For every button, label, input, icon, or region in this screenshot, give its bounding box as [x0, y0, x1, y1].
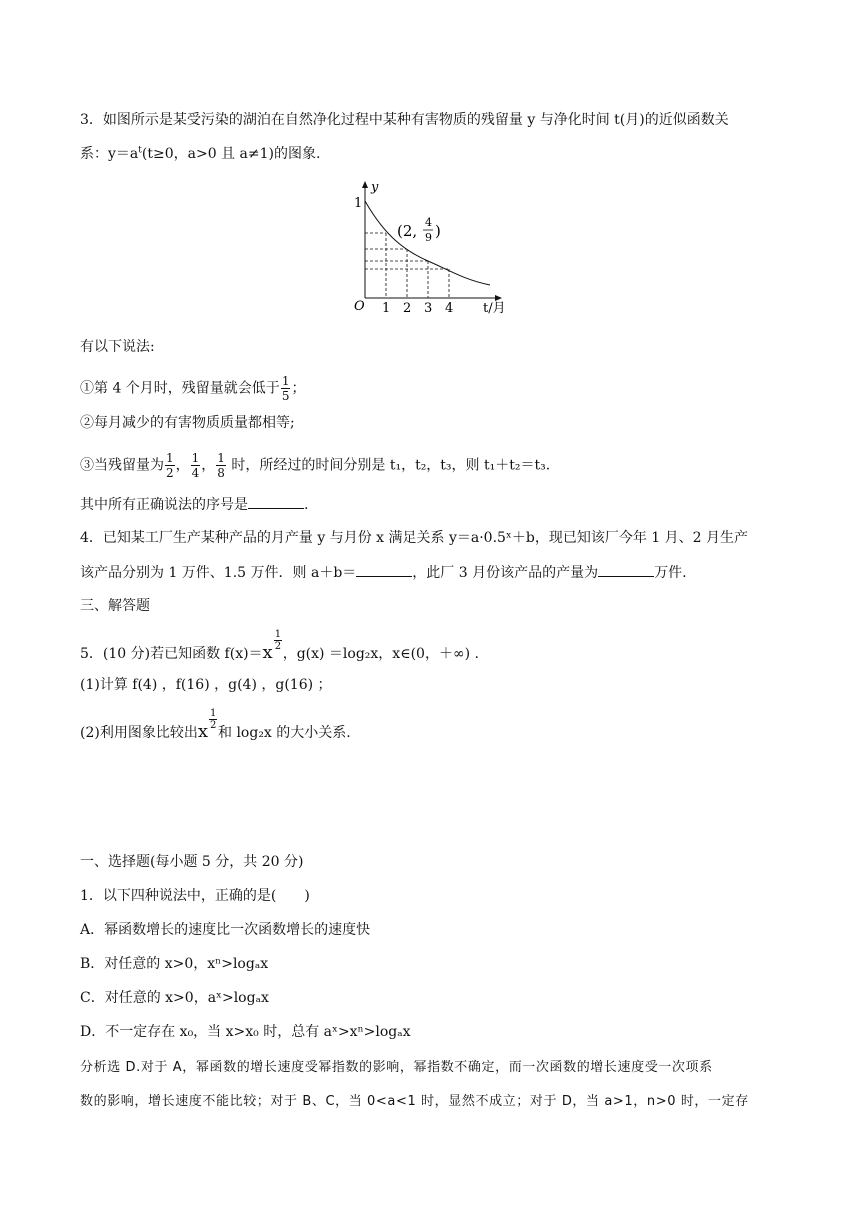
q5-line1: 5．(10 分)若已知函数 f(x)＝x $\frac{1}{2}$ ，g(x) ＝log₂x，x∈(0，＋∞) .: [80, 629, 479, 663]
point-label-den: 9: [425, 231, 432, 244]
analysis-line2: 数的影响，增长速度不能比较；对于 B、C，当 0<a<1 时，显然不成立；对于 D，当 a>1，n>0 时，一定存: [80, 1094, 749, 1109]
origin-label: O: [354, 299, 365, 314]
fraction-one-fifth: $\frac{1}{5}$: [281, 374, 290, 403]
analysis-line1: 分析选 D.对于 A，幂函数的增长速度受幂指数的影响，幂指数不确定，而一次函数的增长速度受一次项系: [80, 1060, 713, 1075]
q5-part2: (2)利用图象比较出x $\frac{1}{2}$ 和 log₂x 的大小关系.: [80, 708, 351, 742]
mc1-option-d: D．不一定存在 x₀，当 x>x₀ 时，总有 aˣ>xⁿ>logₐx: [80, 1024, 411, 1040]
q3-line2: 系：$y=a^t(t\ge 0$，a>0 且 a≠1)的图象.: [80, 145, 321, 162]
q3-line1: 3．如图所示是某受污染的湖泊在自然净化过程中某种有害物质的残留量 y 与净化时间 t(月)的近似函数关: [80, 112, 729, 128]
answer-blank-march[interactable]: [598, 562, 654, 577]
y-axis-label: y: [371, 180, 379, 195]
point-label-left: (2,: [397, 222, 418, 240]
section-3-heading: 三、解答题: [80, 598, 150, 614]
x-axis-label: t/月: [483, 301, 506, 316]
mc1-option-a: A．幂函数增长的速度比一次函数增长的速度快: [80, 922, 371, 938]
mc1-option-c: C．对任意的 x>0，aˣ>logₐx: [80, 990, 269, 1006]
x-tick-4: 4: [445, 301, 454, 316]
y-tick-one: 1: [354, 196, 363, 211]
q4-line2: 该产品分别为 1 万件、1.5 万件．则 a＋b＝ ，此厂 3 月份该产品的产量为 万件.: [80, 562, 687, 583]
point-label-right: ): [435, 222, 441, 240]
statement-2: ②每月减少的有害物质质量都相等;: [80, 415, 295, 431]
x-tick-3: 3: [424, 301, 433, 316]
decay-graph: [345, 178, 520, 318]
section-1-heading: 一、选择题(每小题 5 分，共 20 分): [80, 854, 304, 870]
statement-3: ③当残留量为 $\frac{1}{2}$ ， $\frac{1}{4}$ ， $\frac{1}{8}$ 时，所经过的时间分别是 t₁，t₂，t₃，则 t₁＋t₂＝t₃.: [80, 451, 551, 480]
point-label-num: 4: [425, 216, 432, 229]
answer-blank[interactable]: [248, 494, 304, 509]
q5-part1: (1)计算 f(4) ，f(16) ，g(4) ，g(16) ；: [80, 677, 332, 693]
mc1-option-b: B．对任意的 x>0，xⁿ>logₐx: [80, 956, 269, 972]
mc1-stem: 1．以下四种说法中，正确的是( ): [80, 888, 310, 904]
conclusion: 其中所有正确说法的序号是 .: [80, 494, 308, 515]
answer-blank-ab[interactable]: [356, 562, 412, 577]
statements-intro: 有以下说法:: [80, 339, 155, 355]
exponent-half: $\frac{1}{2}$: [274, 629, 282, 652]
x-tick-2: 2: [403, 301, 412, 316]
statement-1: ①第 4 个月时，残留量就会低于 $\frac{1}{5}$ ；: [80, 374, 306, 403]
q4-line1: 4．已知某工厂生产某种产品的月产量 y 与月份 x 满足关系 y＝a·0.5ˣ＋b，现已知该厂今年 1 月、2 月生产: [80, 530, 748, 546]
x-tick-1: 1: [382, 301, 391, 316]
